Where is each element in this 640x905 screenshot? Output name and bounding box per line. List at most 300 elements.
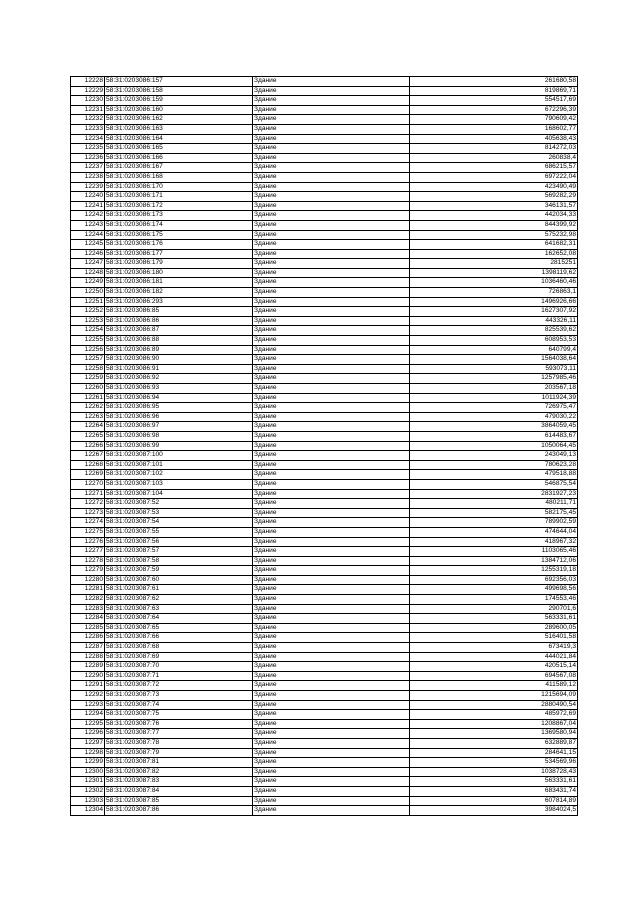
- row-number: 12250: [71, 288, 105, 298]
- table-row: [71, 604, 578, 614]
- cadastral-value: 260838,4: [410, 153, 578, 163]
- cadastral-value: 3864059,45: [410, 422, 578, 432]
- cadastral-number: 58:31:0203086:157: [105, 77, 253, 87]
- cadastral-value: 825539,62: [410, 326, 578, 336]
- row-number: 12270: [71, 479, 105, 489]
- table-row: [71, 249, 578, 259]
- object-type: Здание: [253, 278, 410, 288]
- cadastral-number: 58:31:0203087:102: [105, 470, 253, 480]
- cadastral-value: 546875,54: [410, 479, 578, 489]
- cadastral-value: 673419,3: [410, 643, 578, 653]
- row-number: 12245: [71, 240, 105, 250]
- object-type: Здание: [253, 192, 410, 202]
- cadastral-value: 790609,42: [410, 115, 578, 125]
- cadastral-number: 58:31:0203087:55: [105, 527, 253, 537]
- cadastral-number: 58:31:0203086:176: [105, 240, 253, 250]
- row-number: 12230: [71, 96, 105, 106]
- cadastral-value: 569282,29: [410, 192, 578, 202]
- table-row: [71, 326, 578, 336]
- table-row: [71, 719, 578, 729]
- table-row: [71, 336, 578, 346]
- cadastral-number: 58:31:0203086:97: [105, 422, 253, 432]
- cadastral-value: 168602,77: [410, 124, 578, 134]
- row-number: 12272: [71, 499, 105, 509]
- object-type: Здание: [253, 77, 410, 87]
- table-row: [71, 643, 578, 653]
- cadastral-value: 261680,58: [410, 77, 578, 87]
- cadastral-value: 243049,13: [410, 451, 578, 461]
- table-row: [71, 431, 578, 441]
- cadastral-number: 58:31:0203087:82: [105, 767, 253, 777]
- cadastral-number: 58:31:0203086:174: [105, 220, 253, 230]
- cadastral-number: 58:31:0203087:61: [105, 585, 253, 595]
- cadastral-value: 582175,45: [410, 508, 578, 518]
- object-type: Здание: [253, 144, 410, 154]
- cadastral-number: 58:31:0203087:100: [105, 451, 253, 461]
- cadastral-value: 686215,57: [410, 163, 578, 173]
- object-type: Здание: [253, 470, 410, 480]
- table-row: [71, 163, 578, 173]
- cadastral-value: 1103065,46: [410, 547, 578, 557]
- cadastral-number: 58:31:0203086:159: [105, 96, 253, 106]
- object-type: Здание: [253, 700, 410, 710]
- object-type: Здание: [253, 719, 410, 729]
- table-row: [71, 288, 578, 298]
- cadastral-value: 563331,61: [410, 614, 578, 624]
- cadastral-number: 58:31:0203087:54: [105, 518, 253, 528]
- object-type: Здание: [253, 211, 410, 221]
- cadastral-number: 58:31:0203086:181: [105, 278, 253, 288]
- table-row: [71, 566, 578, 576]
- cadastral-value: 203567,18: [410, 384, 578, 394]
- object-type: Здание: [253, 662, 410, 672]
- cadastral-number: 58:31:0203087:65: [105, 623, 253, 633]
- table-row: [71, 777, 578, 787]
- object-type: Здание: [253, 748, 410, 758]
- cadastral-value: 405638,43: [410, 134, 578, 144]
- cadastral-value: 2880490,54: [410, 700, 578, 710]
- cadastral-value: 1369580,94: [410, 729, 578, 739]
- cadastral-value: 780623,28: [410, 460, 578, 470]
- cadastral-value: 289600,05: [410, 623, 578, 633]
- cadastral-value: 1496926,66: [410, 297, 578, 307]
- row-number: 12239: [71, 182, 105, 192]
- cadastral-value: 1050064,45: [410, 441, 578, 451]
- object-type: Здание: [253, 614, 410, 624]
- object-type: Здание: [253, 355, 410, 365]
- cadastral-number: 58:31:0203086:91: [105, 364, 253, 374]
- row-number: 12290: [71, 671, 105, 681]
- cadastral-number: 58:31:0203087:104: [105, 489, 253, 499]
- object-type: Здание: [253, 182, 410, 192]
- cadastral-number: 58:31:0203087:86: [105, 806, 253, 816]
- object-type: Здание: [253, 374, 410, 384]
- object-type: Здание: [253, 479, 410, 489]
- row-number: 12264: [71, 422, 105, 432]
- row-number: 12295: [71, 719, 105, 729]
- row-number: 12228: [71, 77, 105, 87]
- cadastral-number: 58:31:0203086:164: [105, 134, 253, 144]
- row-number: 12293: [71, 700, 105, 710]
- object-type: Здание: [253, 556, 410, 566]
- row-number: 12260: [71, 384, 105, 394]
- object-type: Здание: [253, 153, 410, 163]
- cadastral-number: 58:31:0203086:180: [105, 268, 253, 278]
- row-number: 12267: [71, 451, 105, 461]
- registry-table: [70, 76, 578, 816]
- table-row: [71, 786, 578, 796]
- object-type: Здание: [253, 691, 410, 701]
- row-number: 12246: [71, 249, 105, 259]
- row-number: 12273: [71, 508, 105, 518]
- cadastral-value: 1036460,46: [410, 278, 578, 288]
- cadastral-number: 58:31:0203087:85: [105, 796, 253, 806]
- table-row: [71, 806, 578, 816]
- cadastral-value: 1208867,04: [410, 719, 578, 729]
- row-number: 12292: [71, 691, 105, 701]
- row-number: 12241: [71, 201, 105, 211]
- cadastral-number: 58:31:0203087:57: [105, 547, 253, 557]
- row-number: 12268: [71, 460, 105, 470]
- cadastral-number: 58:31:0203086:98: [105, 431, 253, 441]
- cadastral-number: 58:31:0203087:68: [105, 643, 253, 653]
- cadastral-value: 346131,57: [410, 201, 578, 211]
- object-type: Здание: [253, 518, 410, 528]
- cadastral-number: 58:31:0203086:88: [105, 336, 253, 346]
- object-type: Здание: [253, 595, 410, 605]
- cadastral-number: 58:31:0203087:63: [105, 604, 253, 614]
- object-type: Здание: [253, 134, 410, 144]
- cadastral-value: 1384712,06: [410, 556, 578, 566]
- table-row: [71, 355, 578, 365]
- cadastral-number: 58:31:0203086:172: [105, 201, 253, 211]
- object-type: Здание: [253, 220, 410, 230]
- cadastral-value: 443326,11: [410, 316, 578, 326]
- row-number: 12275: [71, 527, 105, 537]
- cadastral-value: 1627307,92: [410, 307, 578, 317]
- registry-table-body: [71, 77, 578, 816]
- cadastral-value: 593073,11: [410, 364, 578, 374]
- object-type: Здание: [253, 307, 410, 317]
- table-row: [71, 307, 578, 317]
- table-row: [71, 172, 578, 182]
- row-number: 12279: [71, 566, 105, 576]
- object-type: Здание: [253, 671, 410, 681]
- cadastral-value: 499698,56: [410, 585, 578, 595]
- cadastral-value: 485972,69: [410, 710, 578, 720]
- table-row: [71, 77, 578, 87]
- table-row: [71, 681, 578, 691]
- table-row: [71, 364, 578, 374]
- object-type: Здание: [253, 767, 410, 777]
- table-row: [71, 201, 578, 211]
- row-number: 12263: [71, 412, 105, 422]
- object-type: Здание: [253, 422, 410, 432]
- cadastral-number: 58:31:0203087:56: [105, 537, 253, 547]
- cadastral-number: 58:31:0203086:179: [105, 259, 253, 269]
- table-row: [71, 451, 578, 461]
- table-row: [71, 422, 578, 432]
- cadastral-number: 58:31:0203086:96: [105, 412, 253, 422]
- table-row: [71, 153, 578, 163]
- table-row: [71, 585, 578, 595]
- row-number: 12261: [71, 393, 105, 403]
- cadastral-value: 1038728,43: [410, 767, 578, 777]
- cadastral-value: 444021,84: [410, 652, 578, 662]
- row-number: 12243: [71, 220, 105, 230]
- row-number: 12280: [71, 575, 105, 585]
- object-type: Здание: [253, 240, 410, 250]
- cadastral-number: 58:31:0203087:83: [105, 777, 253, 787]
- object-type: Здание: [253, 441, 410, 451]
- table-row: [71, 220, 578, 230]
- cadastral-number: 58:31:0203087:76: [105, 719, 253, 729]
- object-type: Здание: [253, 384, 410, 394]
- object-type: Здание: [253, 537, 410, 547]
- cadastral-value: 683431,74: [410, 786, 578, 796]
- object-type: Здание: [253, 729, 410, 739]
- table-row: [71, 393, 578, 403]
- object-type: Здание: [253, 806, 410, 816]
- row-number: 12249: [71, 278, 105, 288]
- table-row: [71, 240, 578, 250]
- cadastral-number: 58:31:0203086:175: [105, 230, 253, 240]
- cadastral-number: 58:31:0203086:168: [105, 172, 253, 182]
- cadastral-value: 554517,69: [410, 96, 578, 106]
- table-row: [71, 259, 578, 269]
- cadastral-number: 58:31:0203087:53: [105, 508, 253, 518]
- row-number: 12236: [71, 153, 105, 163]
- row-number: 12237: [71, 163, 105, 173]
- cadastral-value: 1255319,18: [410, 566, 578, 576]
- table-row: [71, 460, 578, 470]
- table-row: [71, 96, 578, 106]
- table-row: [71, 144, 578, 154]
- table-row: [71, 527, 578, 537]
- cadastral-number: 58:31:0203086:160: [105, 105, 253, 115]
- cadastral-number: 58:31:0203087:103: [105, 479, 253, 489]
- object-type: Здание: [253, 336, 410, 346]
- cadastral-number: 58:31:0203086:293: [105, 297, 253, 307]
- table-row: [71, 403, 578, 413]
- table-row: [71, 374, 578, 384]
- table-row: [71, 758, 578, 768]
- cadastral-value: 608953,53: [410, 336, 578, 346]
- table-row: [71, 767, 578, 777]
- cadastral-value: 819869,71: [410, 86, 578, 96]
- cadastral-number: 58:31:0203086:163: [105, 124, 253, 134]
- cadastral-number: 58:31:0203086:94: [105, 393, 253, 403]
- table-row: [71, 230, 578, 240]
- cadastral-value: 290701,6: [410, 604, 578, 614]
- row-number: 12285: [71, 623, 105, 633]
- cadastral-value: 474644,04: [410, 527, 578, 537]
- row-number: 12231: [71, 105, 105, 115]
- object-type: Здание: [253, 451, 410, 461]
- object-type: Здание: [253, 297, 410, 307]
- object-type: Здание: [253, 393, 410, 403]
- table-row: [71, 316, 578, 326]
- cadastral-value: 692356,03: [410, 575, 578, 585]
- row-number: 12238: [71, 172, 105, 182]
- object-type: Здание: [253, 96, 410, 106]
- table-row: [71, 297, 578, 307]
- cadastral-number: 58:31:0203087:66: [105, 633, 253, 643]
- row-number: 12248: [71, 268, 105, 278]
- object-type: Здание: [253, 105, 410, 115]
- cadastral-number: 58:31:0203087:60: [105, 575, 253, 585]
- cadastral-value: 640799,4: [410, 345, 578, 355]
- table-row: [71, 268, 578, 278]
- table-row: [71, 508, 578, 518]
- cadastral-value: 418967,32: [410, 537, 578, 547]
- table-row: [71, 623, 578, 633]
- cadastral-value: 1398119,62: [410, 268, 578, 278]
- cadastral-value: 726863,1: [410, 288, 578, 298]
- object-type: Здание: [253, 201, 410, 211]
- cadastral-value: 697222,04: [410, 172, 578, 182]
- cadastral-number: 58:31:0203087:72: [105, 681, 253, 691]
- table-row: [71, 479, 578, 489]
- row-number: 12255: [71, 336, 105, 346]
- row-number: 12284: [71, 614, 105, 624]
- object-type: Здание: [253, 633, 410, 643]
- table-row: [71, 595, 578, 605]
- object-type: Здание: [253, 230, 410, 240]
- row-number: 12304: [71, 806, 105, 816]
- object-type: Здание: [253, 288, 410, 298]
- table-row: [71, 115, 578, 125]
- row-number: 12274: [71, 518, 105, 528]
- object-type: Здание: [253, 431, 410, 441]
- row-number: 12288: [71, 652, 105, 662]
- cadastral-number: 58:31:0203086:87: [105, 326, 253, 336]
- table-row: [71, 182, 578, 192]
- table-row: [71, 211, 578, 221]
- table-row: [71, 537, 578, 547]
- row-number: 12251: [71, 297, 105, 307]
- row-number: 12244: [71, 230, 105, 240]
- object-type: Здание: [253, 547, 410, 557]
- table-row: [71, 710, 578, 720]
- cadastral-number: 58:31:0203086:99: [105, 441, 253, 451]
- object-type: Здание: [253, 508, 410, 518]
- row-number: 12234: [71, 134, 105, 144]
- object-type: Здание: [253, 575, 410, 585]
- cadastral-number: 58:31:0203086:93: [105, 384, 253, 394]
- cadastral-value: 2815251: [410, 259, 578, 269]
- table-row: [71, 556, 578, 566]
- object-type: Здание: [253, 86, 410, 96]
- table-row: [71, 345, 578, 355]
- object-type: Здание: [253, 786, 410, 796]
- row-number: 12256: [71, 345, 105, 355]
- row-number: 12282: [71, 595, 105, 605]
- cadastral-value: 844399,92: [410, 220, 578, 230]
- object-type: Здание: [253, 499, 410, 509]
- row-number: 12300: [71, 767, 105, 777]
- table-row: [71, 575, 578, 585]
- row-number: 12294: [71, 710, 105, 720]
- table-row: [71, 518, 578, 528]
- row-number: 12232: [71, 115, 105, 125]
- cadastral-value: 1011924,39: [410, 393, 578, 403]
- table-row: [71, 412, 578, 422]
- object-type: Здание: [253, 738, 410, 748]
- cadastral-value: 479518,88: [410, 470, 578, 480]
- row-number: 12296: [71, 729, 105, 739]
- cadastral-value: 614483,67: [410, 431, 578, 441]
- row-number: 12258: [71, 364, 105, 374]
- cadastral-number: 58:31:0203087:78: [105, 738, 253, 748]
- row-number: 12271: [71, 489, 105, 499]
- cadastral-value: 1564038,64: [410, 355, 578, 365]
- cadastral-value: 1257985,46: [410, 374, 578, 384]
- object-type: Здание: [253, 758, 410, 768]
- cadastral-value: 563331,61: [410, 777, 578, 787]
- cadastral-value: 3984024,5: [410, 806, 578, 816]
- cadastral-number: 58:31:0203087:70: [105, 662, 253, 672]
- table-row: [71, 470, 578, 480]
- object-type: Здание: [253, 489, 410, 499]
- row-number: 12291: [71, 681, 105, 691]
- cadastral-number: 58:31:0203086:162: [105, 115, 253, 125]
- row-number: 12303: [71, 796, 105, 806]
- row-number: 12233: [71, 124, 105, 134]
- cadastral-value: 162652,08: [410, 249, 578, 259]
- table-row: [71, 633, 578, 643]
- cadastral-number: 58:31:0203087:52: [105, 499, 253, 509]
- row-number: 12257: [71, 355, 105, 365]
- cadastral-value: 284641,15: [410, 748, 578, 758]
- row-number: 12297: [71, 738, 105, 748]
- table-row: [71, 86, 578, 96]
- row-number: 12247: [71, 259, 105, 269]
- cadastral-value: 1215694,09: [410, 691, 578, 701]
- row-number: 12281: [71, 585, 105, 595]
- object-type: Здание: [253, 566, 410, 576]
- row-number: 12276: [71, 537, 105, 547]
- row-number: 12254: [71, 326, 105, 336]
- object-type: Здание: [253, 316, 410, 326]
- row-number: 12278: [71, 556, 105, 566]
- cadastral-number: 58:31:0203086:85: [105, 307, 253, 317]
- cadastral-value: 2831927,23: [410, 489, 578, 499]
- cadastral-number: 58:31:0203087:69: [105, 652, 253, 662]
- cadastral-number: 58:31:0203087:81: [105, 758, 253, 768]
- object-type: Здание: [253, 777, 410, 787]
- cadastral-value: 575232,98: [410, 230, 578, 240]
- cadastral-value: 789902,59: [410, 518, 578, 528]
- table-row: [71, 691, 578, 701]
- table-row: [71, 134, 578, 144]
- object-type: Здание: [253, 364, 410, 374]
- row-number: 12266: [71, 441, 105, 451]
- cadastral-number: 58:31:0203087:64: [105, 614, 253, 624]
- table-row: [71, 499, 578, 509]
- cadastral-number: 58:31:0203087:84: [105, 786, 253, 796]
- row-number: 12253: [71, 316, 105, 326]
- row-number: 12269: [71, 470, 105, 480]
- cadastral-number: 58:31:0203087:58: [105, 556, 253, 566]
- object-type: Здание: [253, 527, 410, 537]
- row-number: 12262: [71, 403, 105, 413]
- row-number: 12302: [71, 786, 105, 796]
- table-row: [71, 729, 578, 739]
- object-type: Здание: [253, 710, 410, 720]
- table-row: [71, 614, 578, 624]
- row-number: 12286: [71, 633, 105, 643]
